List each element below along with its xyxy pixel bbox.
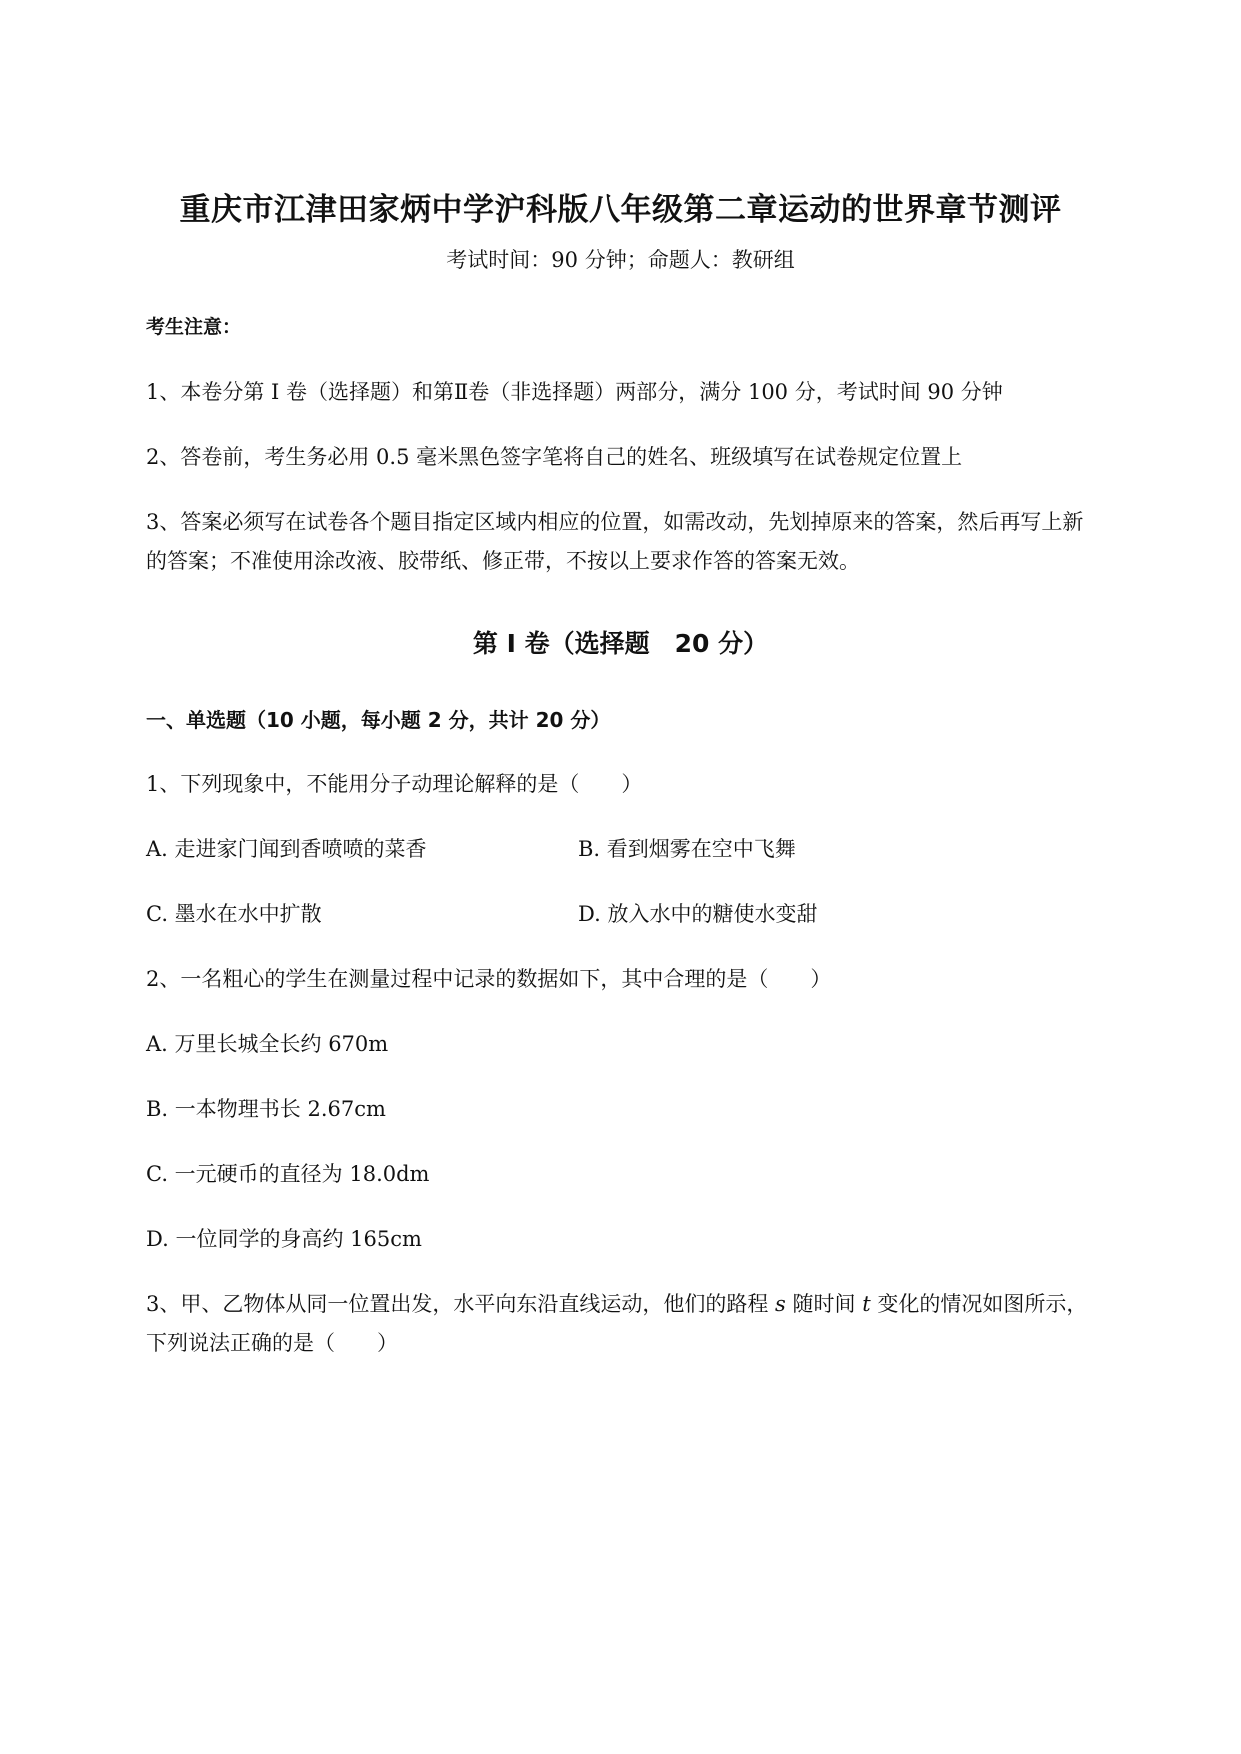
question-2-option-a: A. 万里长城全长约 670m bbox=[146, 1032, 389, 1056]
question-1-option-c: C. 墨水在水中扩散 bbox=[146, 902, 322, 926]
notice-heading: 考生注意： bbox=[146, 316, 242, 338]
question-2-option-d: D. 一位同学的身高约 165cm bbox=[146, 1227, 422, 1251]
question-3-stem-part-3: 变化的情况如图所示， bbox=[870, 1292, 1088, 1316]
question-3-stem-part-2: 随时间 bbox=[785, 1292, 863, 1316]
question-1-option-b: B. 看到烟雾在空中飞舞 bbox=[578, 837, 796, 861]
variable-t: t bbox=[862, 1292, 871, 1316]
question-3-stem-part-1: 3、甲、乙物体从同一位置出发，水平向东沿直线运动，他们的路程 bbox=[146, 1292, 776, 1316]
question-1-option-d: D. 放入水中的糖使水变甜 bbox=[578, 902, 818, 926]
question-1-stem: 1、下列现象中，不能用分子动理论解释的是（ ） bbox=[146, 772, 643, 796]
question-2-option-c: C. 一元硬币的直径为 18.0dm bbox=[146, 1162, 430, 1186]
section-title: 第 I 卷（选择题 20 分） bbox=[472, 629, 769, 658]
notice-item-3: 3、答案必须写在试卷各个题目指定区域内相应的位置，如需改动，先划掉原来的答案，然后再写上新 bbox=[146, 510, 1084, 534]
question-2-option-b: B. 一本物理书长 2.67cm bbox=[146, 1097, 386, 1121]
variable-s: s bbox=[775, 1292, 786, 1316]
question-2-stem: 2、一名粗心的学生在测量过程中记录的数据如下，其中合理的是（ ） bbox=[146, 967, 832, 991]
exam-title: 重庆市江津田家炳中学沪科版八年级第二章运动的世界章节测评 bbox=[179, 192, 1062, 228]
question-1-option-a: A. 走进家门闻到香喷喷的菜香 bbox=[146, 837, 427, 861]
question-3-stem-line-2: 下列说法正确的是（ ） bbox=[146, 1331, 398, 1355]
notice-item-3-continued: 的答案；不准使用涂改液、胶带纸、修正带，不按以上要求作答的答案无效。 bbox=[146, 549, 860, 573]
exam-subtitle: 考试时间：90 分钟；命题人：教研组 bbox=[446, 248, 795, 272]
question-3-stem bbox=[146, 1288, 1087, 1318]
notice-item-2: 2、答卷前，考生务必用 0.5 毫米黑色签字笔将自己的姓名、班级填写在试卷规定位置上 bbox=[146, 445, 963, 469]
part-heading: 一、单选题（10 小题，每小题 2 分，共计 20 分） bbox=[146, 708, 611, 732]
notice-item-1: 1、本卷分第 I 卷（选择题）和第Ⅱ卷（非选择题）两部分，满分 100 分，考试时间 90 分钟 bbox=[146, 380, 1003, 404]
